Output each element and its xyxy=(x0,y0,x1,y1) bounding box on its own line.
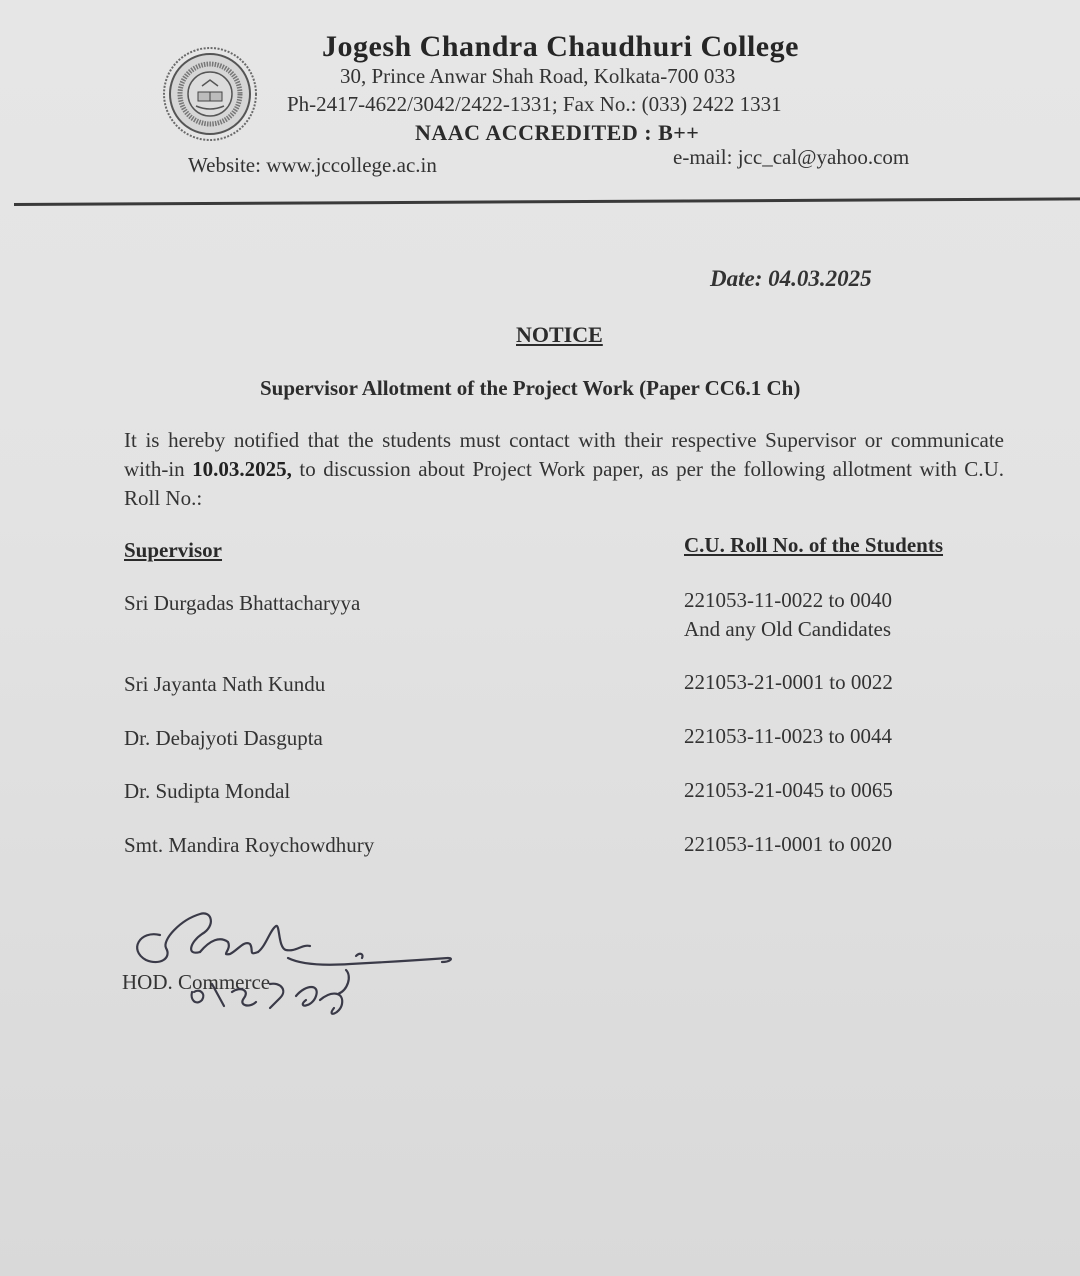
body-suffix: to discussion about Project Work paper, as per the following allotment with C.U. Roll No.: xyxy=(124,457,1004,510)
accreditation: NAAC ACCREDITED : B++ xyxy=(415,120,700,145)
college-name: Jogesh Chandra Chaudhuri College xyxy=(322,30,799,63)
supervisor-name: Smt. Mandira Roychowdhury xyxy=(124,833,375,857)
roll-column-header: C.U. Roll No. of the Students xyxy=(684,533,944,557)
supervisor-name: Sri Durgadas Bhattacharyya xyxy=(124,591,361,615)
roll-range: 221053-11-0023 to 0044 xyxy=(684,724,893,748)
signatory-title: HOD. Commerce xyxy=(122,970,271,994)
college-seal-icon xyxy=(162,46,258,142)
body-prefix: It is hereby notified that the students must contact with their respective Supervisor or communicate with-in xyxy=(124,428,1004,481)
notice-date: Date: 04.03.2025 xyxy=(710,266,872,291)
supervisor-name: Sri Jayanta Nath Kundu xyxy=(124,672,326,696)
college-website: Website: www.jccollege.ac.in xyxy=(188,153,437,177)
roll-range: 221053-11-0022 to 0040 xyxy=(684,588,893,612)
roll-range: 221053-11-0001 to 0020 xyxy=(684,832,893,856)
notice-subject: Supervisor Allotment of the Project Work (Paper CC6.1 Ch) xyxy=(260,376,801,400)
notice-heading: NOTICE xyxy=(516,322,603,347)
header-divider xyxy=(14,197,1080,206)
college-email: e-mail: jcc_cal@yahoo.com xyxy=(673,145,910,169)
supervisor-column-header: Supervisor xyxy=(124,538,223,562)
roll-range: 221053-21-0001 to 0022 xyxy=(684,670,893,694)
roll-note: And any Old Candidates xyxy=(684,617,892,641)
signature-mark xyxy=(120,900,460,1030)
college-address: 30, Prince Anwar Shah Road, Kolkata-700 033 xyxy=(340,64,736,88)
roll-range: 221053-21-0045 to 0065 xyxy=(684,778,893,802)
deadline-date: 10.03.2025, xyxy=(192,457,292,481)
supervisor-name: Dr. Sudipta Mondal xyxy=(124,779,291,803)
college-phone: Ph-2417-4622/3042/2422-1331; Fax No.: (033) 2422 1331 xyxy=(287,92,782,116)
supervisor-name: Dr. Debajyoti Dasgupta xyxy=(124,726,323,750)
notice-body xyxy=(124,426,1004,513)
